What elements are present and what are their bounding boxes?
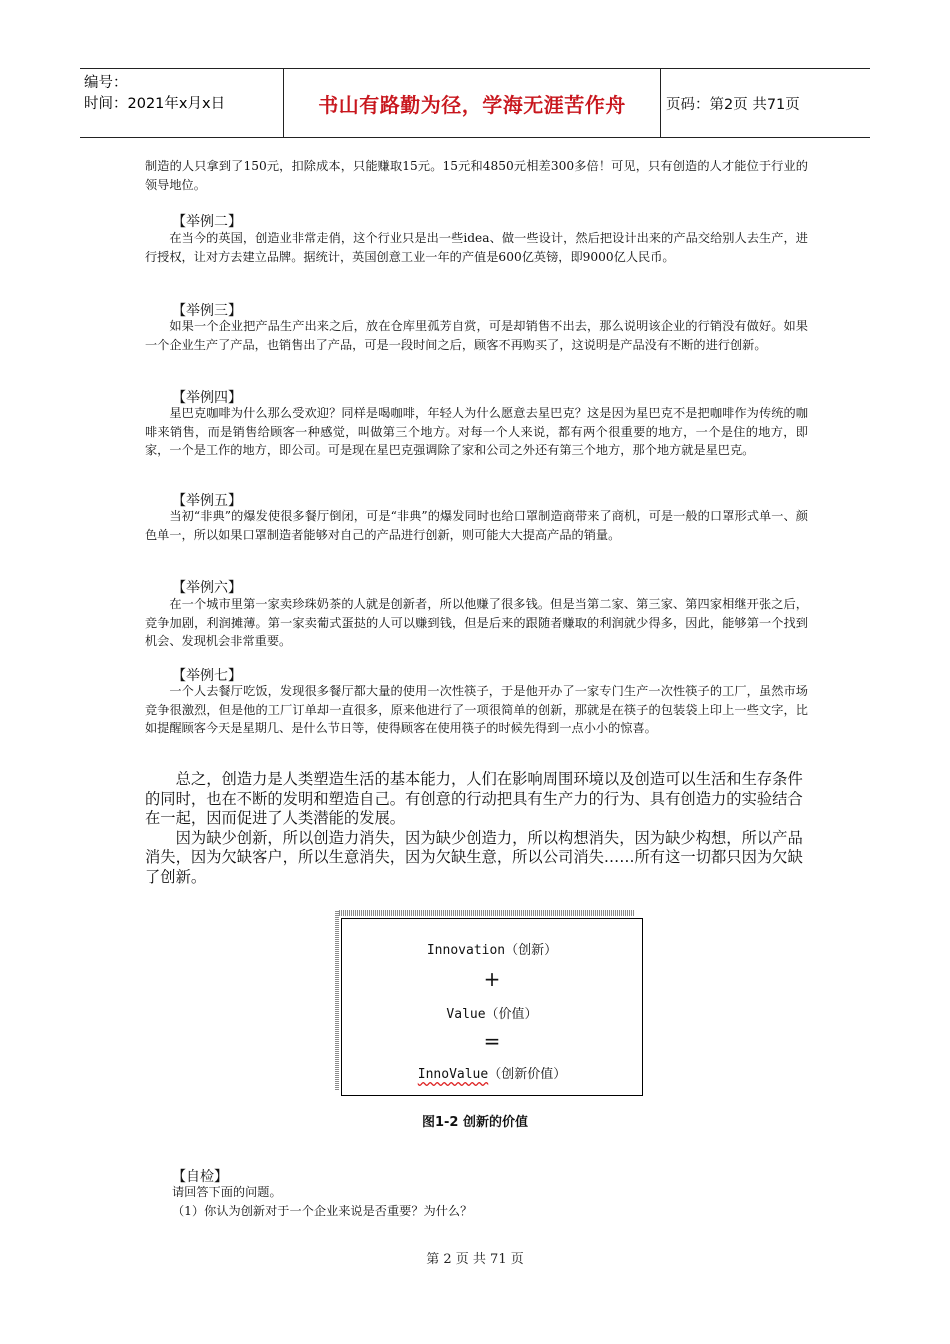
self-check-title: 【自检】 — [172, 1169, 228, 1185]
figure-shadow — [335, 910, 635, 916]
example-title: 【举例六】 — [172, 580, 242, 596]
example-title: 【举例二】 — [172, 214, 242, 230]
summary-paragraph: 总之，创造力是人类塑造生活的基本能力，人们在影响周围环境以及创造可以生活和生存条件的同时，也在不断的发明和塑造自己。有创意的行动把具有生产力的行为、具有创造力的实验结合在一起，因而促进了人类潜能的发展。 — [145, 770, 803, 828]
page-header — [80, 68, 870, 138]
figure-caption: 图1-2 创新的价值 — [421, 1115, 528, 1130]
example-text — [145, 404, 808, 460]
example-body: 在一个城市里第一家卖珍珠奶茶的人就是创新者，所以他赚了很多钱。但是当第二家、第三家、第四家相继开张之后，竞争加剧，利润摊薄。第一家卖葡式蛋挞的人可以赚到钱，但是后来的跟随者赚取的利润就少得多，因此，能够第一个找到机会、发现机会非常重要。 — [145, 597, 808, 649]
example-body: 星巴克咖啡为什么那么受欢迎？同样是喝咖啡，年轻人为什么愿意去星巴克？这是因为星巴克不是把咖啡作为传统的咖啡来销售，而是销售给顾客一种感觉，叫做第三个地方。对每一个人来说，都有两个很重要的地方，一个是住的地方，即家，一个是工作的地方，即公司。可是现在星巴克强调除了家和公司之外还有第三个地方，那个地方就是星巴克。 — [145, 406, 808, 458]
example-body: 如果一个企业把产品生产出来之后，放在仓库里孤芳自赏，可是却销售不出去，那么说明该企业的行销没有做好。如果一个企业生产了产品，也销售出了产品，可是一段时间之后，顾客不再购买了，这说明是产品没有不断的进行创新。 — [145, 319, 808, 352]
header-motto: 书山有路勤为径，学海无涯苦作舟 — [318, 92, 626, 117]
self-check-instruction: 请回答下面的问题。 — [172, 1185, 282, 1199]
figure-shadow — [335, 910, 339, 1090]
self-check-section — [172, 1183, 808, 1220]
example-body: 在当今的英国，创造业非常走俏，这个行业只是出一些idea、做一些设计，然后把设计出来的产品交给别人去生产，进行授权，让对方去建立品牌。据统计，英国创意工业一年的产值是600亿英镑，即9000亿人民币。 — [145, 231, 808, 264]
header-meta — [84, 73, 284, 115]
document-time: 时间：2021年x月x日 — [84, 96, 226, 112]
page-footer: 第 2 页 共 71 页 — [426, 1252, 524, 1267]
figure-equals-sign: = — [483, 1029, 501, 1053]
header-divider — [660, 69, 661, 137]
intro-text: 制造的人只拿到了150元，扣除成本，只能赚取15元。15元和4850元相差300多倍！可见，只有创造的人才能位于行业的领导地位。 — [145, 159, 808, 192]
figure-value: Value（价值） — [446, 1007, 538, 1022]
intro-paragraph — [145, 157, 808, 194]
figure-innovalue-word: InnoValue — [417, 1067, 489, 1082]
example-title: 【举例五】 — [172, 493, 242, 509]
figure-innovalue-gloss: （创新价值） — [488, 1067, 567, 1082]
innovation-value-figure — [335, 910, 645, 1098]
figure-plus-sign: + — [483, 967, 501, 991]
example-text — [145, 229, 808, 266]
example-title: 【举例四】 — [172, 390, 242, 406]
summary-section — [145, 770, 808, 888]
example-text — [145, 595, 808, 651]
example-text — [145, 507, 808, 544]
figure-innovalue — [342, 1063, 642, 1082]
example-text — [145, 317, 808, 354]
example-title: 【举例七】 — [172, 668, 242, 684]
figure-box — [341, 918, 643, 1096]
example-title: 【举例三】 — [172, 303, 242, 319]
summary-paragraph: 因为缺少创新，所以创造力消失，因为缺少创造力，所以构想消失，因为缺少构想，所以产品消失，因为欠缺客户，所以生意消失，因为欠缺生意，所以公司消失……所有这一切都只因为欠缺了创新。 — [145, 828, 803, 886]
example-body: 当初“非典”的爆发使很多餐厅倒闭，可是“非典”的爆发同时也给口罩制造商带来了商机，可是一般的口罩形式单一、颜色单一，所以如果口罩制造者能够对自己的产品进行创新，则可能大大提高产品的销量。 — [145, 509, 808, 542]
document-code-label: 编号： — [84, 75, 128, 91]
example-body: 一个人去餐厅吃饭，发现很多餐厅都大量的使用一次性筷子，于是他开办了一家专门生产一次性筷子的工厂，虽然市场竞争很激烈，但是他的工厂订单却一直很多，原来他进行了一项很简单的创新，那就是在筷子的包装袋上印上一些文字，比如提醒顾客今天是星期几、是什么节日等，使得顾客在使用筷子的时候先得到一点小小的惊喜。 — [145, 684, 808, 736]
example-text — [145, 682, 808, 738]
header-page-info: 页码：第2页 共71页 — [666, 96, 800, 113]
self-check-question: （1）你认为创新对于一个企业来说是否重要？为什么？ — [172, 1203, 473, 1218]
figure-innovation: Innovation（创新） — [426, 943, 558, 958]
